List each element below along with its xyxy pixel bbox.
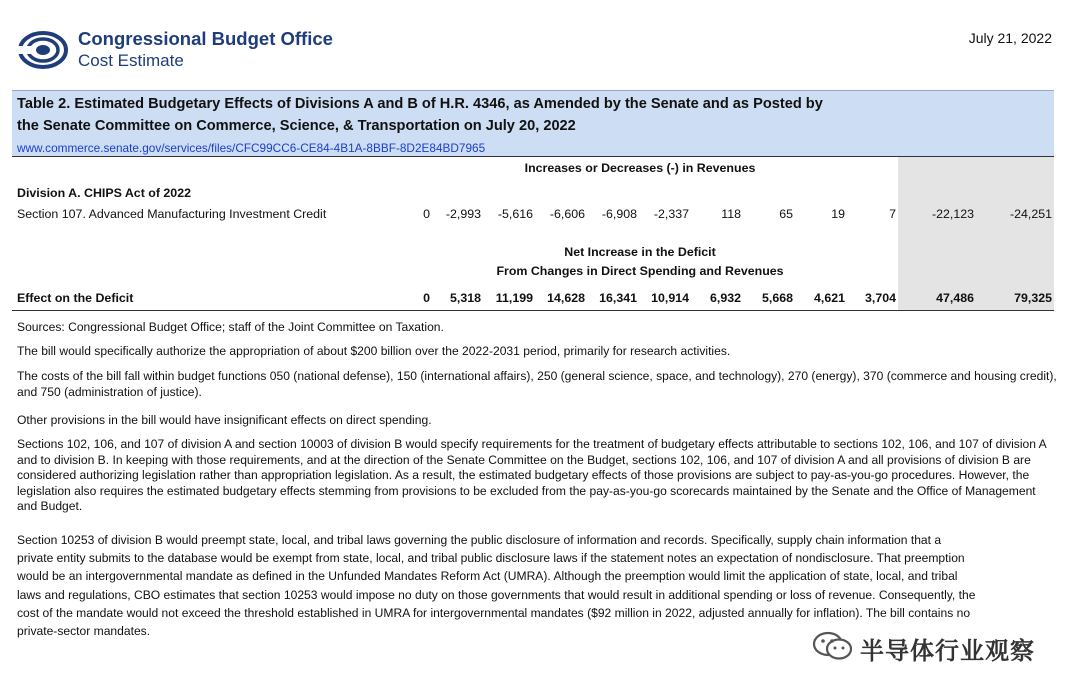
report-header [18,26,1062,76]
table-cell: 5,668 [761,291,793,305]
table-cell: 16,341 [599,291,637,305]
table-cell: -24,251 [1009,207,1052,221]
note-paragraph-5: Section 10253 of division B would preempt state, local, and tribal laws governing the public disclosure of information and records. Specifically, supply chain information that a private entity submits to the database would be exempt from state, local, and tribal public disclosure laws if the statement notes an expectation of nondisclosure. That preemption would be an intergovernmental mandate as defined in the Unfunded Mandates Reform Act (UMRA). Although the preemption would limit the application of state, local, and tribal laws and regulations, CBO estimates that section 10253 would impose no duty on those governments that would result in additional spending or loss of revenue. Consequently, the cost of the mandate would not exceed the threshold established in UMRA for intergovernmental mandates ($92 million in 2022, adjusted annually for inflation). The bill contains no private-sector mandates. [17,533,976,639]
note-paragraph-4: Sections 102, 106, and 107 of division A and section 10003 of division B would specify requirements for the treatment of budgetary effects attributable to sections 102, 106, and 107 of division A and to division B. In keeping with those requirements, and at the direction of the Senate Committee on the Budget, sections 102, 106, and 107 of division A and all provisions of division B are considered authorizing legislation rather than appropriation legislation. As a result, the estimated budgetary effects of those provisions are subject to pay-as-you-go procedures. However, the legislation also requires the estimated budgetary effects stemming from provisions to be excluded from the pay-as-you-go scorecards maintained by the Senate and the Office of Management and Budget. [17,437,1047,514]
watermark [812,629,1052,665]
table-title-line-2: the Senate Committee on Commerce, Science, & Transportation on July 20, 2022 [17,118,576,134]
note-paragraph-2: The costs of the bill fall within budget functions 050 (national defense), 150 (international affairs), 250 (general science, space, and technology), 270 (energy), 370 (commerce and housing credit), and 750 (administration of justice). [17,369,1057,399]
deficit-heading-line-1: Net Increase in the Deficit [564,245,716,259]
table-cell: 5,318 [449,291,481,305]
table-cell: 47,486 [936,291,974,305]
table-cell: 11,199 [495,291,533,305]
watermark-text: 半导体行业观察 [860,638,1035,665]
report-date: July 21, 2022 [968,30,1052,46]
wechat-icon [812,631,854,661]
table-title-band [12,90,1054,157]
table-cell: -6,606 [549,207,585,221]
table-cell: -2,993 [445,207,481,221]
table-cell: 79,325 [1014,291,1052,305]
table-cell: 14,628 [547,291,585,305]
table-cell: -22,123 [931,207,974,221]
table-top-rule [12,156,1054,157]
effect-row-label: Effect on the Deficit [17,291,134,305]
section-row-label: Section 107. Advanced Manufacturing Investment Credit [17,207,327,221]
document-type: Cost Estimate [78,51,184,70]
revenues-heading: Increases or Decreases (-) in Revenues [524,161,756,175]
table-cell: 7 [889,207,896,221]
table-cell: 4,621 [813,291,845,305]
cbo-logo-icon [18,30,68,70]
table-cell: 10,914 [651,291,689,305]
deficit-heading-line-2: From Changes in Direct Spending and Revenues [496,264,784,278]
note-paragraph-3: Other provisions in the bill would have insignificant effects on direct spending. [17,413,432,427]
table-cell: -6,908 [601,207,637,221]
table-cell: 3,704 [864,291,896,305]
totals-column-shading [898,157,1054,310]
source-link[interactable]: www.commerce.senate.gov/services/files/CFC99CC6-CE84-4B1A-8BBF-8D2E84BD7965 [17,141,486,155]
table-cell: 118 [721,207,741,221]
table-cell: 0 [423,291,430,305]
note-paragraph-1: The bill would specifically authorize the appropriation of about $200 billion over the 2022-2031 period, primarily for research activities. [17,344,731,358]
table-cell: 0 [423,207,430,221]
org-name: Congressional Budget Office [78,28,333,49]
sources-note: Sources: Congressional Budget Office; staff of the Joint Committee on Taxation. [17,320,444,334]
division-heading: Division A. CHIPS Act of 2022 [17,186,191,200]
table-cell: -5,616 [497,207,533,221]
table-cell: 19 [831,207,845,221]
table-bottom-rule [12,310,1054,311]
table-cell: 6,932 [709,291,741,305]
table-cell: -2,337 [653,207,689,221]
table-title-line-1: Table 2. Estimated Budgetary Effects of Divisions A and B of H.R. 4346, as Amended by the Senate and as Posted by [17,96,823,112]
table-cell: 65 [779,207,793,221]
